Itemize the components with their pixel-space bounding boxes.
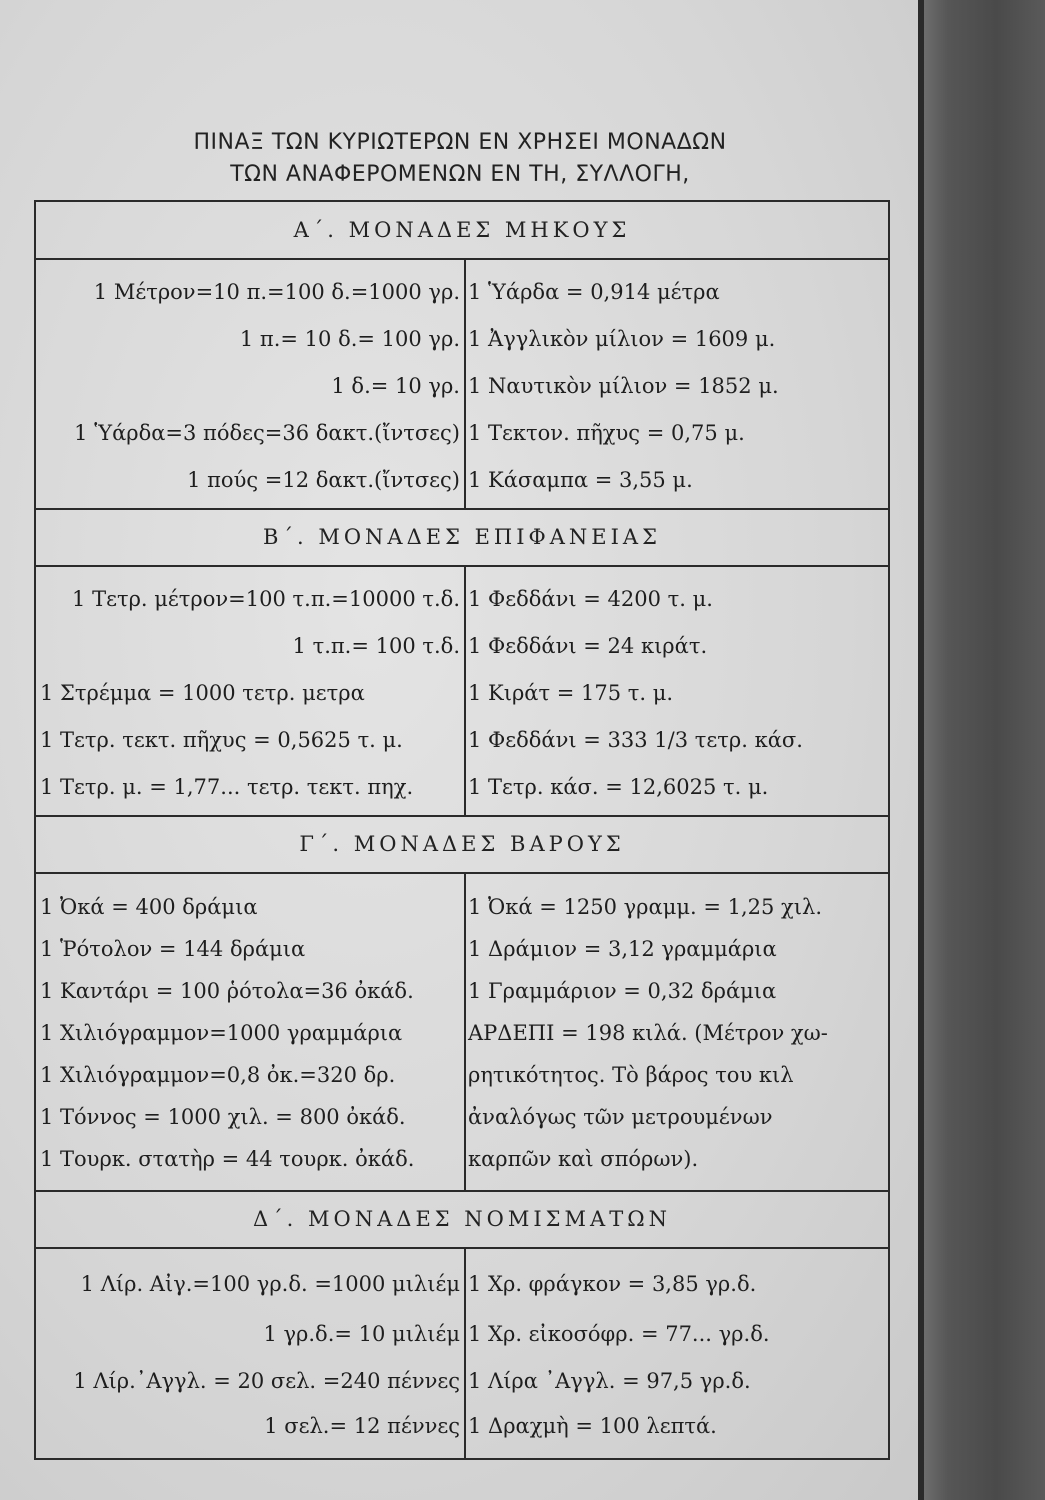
table-cell: 1 Τετρ. μ. = 1,77... τετρ. τεκτ. πηχ. xyxy=(40,775,414,799)
table-cell: 1 Ὀκά = 400 δράμια xyxy=(40,895,258,919)
table-cell: ΑΡΔΕΠΙ = 198 κιλά. (Μέτρον χω- xyxy=(468,1021,828,1045)
table-cell: 1 Χιλιόγραμμον=0,8 ὀκ.=320 δρ. xyxy=(40,1063,396,1087)
table-cell: 1 Κάσαμπα = 3,55 μ. xyxy=(468,468,693,492)
column-divider xyxy=(464,872,466,1190)
section-heading-area: Β΄. ΜΟΝΑΔΕΣ ΕΠΙΦΑΝΕΙΑΣ xyxy=(263,525,661,549)
column-divider xyxy=(464,1247,466,1458)
table-cell: 1 π.= 10 δ.= 100 γρ. xyxy=(239,327,460,351)
table-cell: 1 Λίρα ᾿Αγγλ. = 97,5 γρ.δ. xyxy=(468,1369,751,1393)
divider xyxy=(36,565,888,567)
page-title-line-2: ΤΩΝ ΑΝΑΦΕΡΟΜΕΝΩΝ ΕΝ ΤΗ, ΣΥΛΛΟΓΗ, xyxy=(230,162,690,187)
divider xyxy=(36,1190,888,1192)
table-cell: 1 Δραχμὴ = 100 λεπτά. xyxy=(468,1414,717,1438)
table-cell: 1 Χρ. φράγκον = 3,85 γρ.δ. xyxy=(468,1272,757,1296)
table-cell: 1 σελ.= 12 πέννες xyxy=(264,1414,460,1438)
book-spine xyxy=(924,0,1045,1500)
table-cell: 1 Χρ. εἰκοσόφρ. = 77... γρ.δ. xyxy=(468,1322,770,1346)
table-cell: 1 Ἀγγλικὸν μίλιον = 1609 μ. xyxy=(468,327,776,351)
column-divider xyxy=(464,565,466,815)
table-cell: 1 Τετρ. μέτρον=100 τ.π.=10000 τ.δ. xyxy=(72,587,460,611)
table-cell: 1 γρ.δ.= 10 μιλιέμ xyxy=(263,1322,460,1346)
column-divider xyxy=(464,258,466,508)
table-cell: 1 Τεκτον. πῆχυς = 0,75 μ. xyxy=(468,421,745,445)
table-cell: 1 Φεδδάνι = 4200 τ. μ. xyxy=(468,587,713,611)
table-cell: 1 Καντάρι = 100 ῥότολα=36 ὀκάδ. xyxy=(40,979,414,1003)
table-cell: 1 Τόννος = 1000 χιλ. = 800 ὀκάδ. xyxy=(40,1105,406,1129)
divider xyxy=(36,508,888,510)
table-cell: καρπῶν καὶ σπόρων). xyxy=(468,1147,699,1171)
divider xyxy=(36,1247,888,1249)
divider xyxy=(36,815,888,817)
table-cell: ἀναλόγως τῶν μετρουμένων xyxy=(468,1105,773,1129)
section-heading-length: Α΄. ΜΟΝΑΔΕΣ ΜΗΚΟΥΣ xyxy=(293,218,631,242)
table-cell: 1 Τετρ. τεκτ. πῆχυς = 0,5625 τ. μ. xyxy=(40,728,403,752)
section-heading-weight: Γ΄. ΜΟΝΑΔΕΣ ΒΑΡΟΥΣ xyxy=(299,832,625,856)
table-cell: 1 Δράμιον = 3,12 γραμμάρια xyxy=(468,937,777,961)
divider xyxy=(36,258,888,260)
table-cell: ρητικότητος. Τὸ βάρος του κιλ xyxy=(468,1063,794,1087)
table-cell: 1 δ.= 10 γρ. xyxy=(331,374,460,398)
table-cell: 1 Γραμμάριον = 0,32 δράμια xyxy=(468,979,777,1003)
table-cell: 1 Ὑάρδα=3 πόδες=36 δακτ.(ἴντσες) xyxy=(74,421,460,445)
table-cell: 1 Τετρ. κάσ. = 12,6025 τ. μ. xyxy=(468,775,769,799)
table-cell: 1 Ὑάρδα = 0,914 μέτρα xyxy=(468,280,720,304)
table-cell: 1 Χιλιόγραμμον=1000 γραμμάρια xyxy=(40,1021,403,1045)
table-cell: 1 τ.π.= 100 τ.δ. xyxy=(292,634,460,658)
table-cell: 1 Λίρ.᾿Αγγλ. = 20 σελ. =240 πέννες xyxy=(73,1369,460,1393)
table-cell: 1 Τουρκ. στατὴρ = 44 τουρκ. ὀκάδ. xyxy=(40,1147,415,1171)
page-title-line-1: ΠΙΝΑΞ ΤΩΝ ΚΥΡΙΩΤΕΡΩΝ ΕΝ ΧΡΗΣΕΙ ΜΟΝΑΔΩΝ xyxy=(193,130,727,155)
table-cell: 1 Λίρ. Αἰγ.=100 γρ.δ. =1000 μιλιέμ xyxy=(80,1272,460,1296)
table-cell: 1 Φεδδάνι = 24 κιράτ. xyxy=(468,634,708,658)
table-cell: 1 Φεδδάνι = 333 1/3 τετρ. κάσ. xyxy=(468,728,803,752)
table-cell: 1 Ὀκά = 1250 γραμμ. = 1,25 χιλ. xyxy=(468,895,822,919)
table-cell: 1 πούς =12 δακτ.(ἴντσες) xyxy=(187,468,460,492)
divider xyxy=(36,872,888,874)
table-cell: 1 Μέτρον=10 π.=100 δ.=1000 γρ. xyxy=(93,280,460,304)
table-cell: 1 Ῥότολον = 144 δράμια xyxy=(40,937,306,961)
section-heading-currency: Δ΄. ΜΟΝΑΔΕΣ ΝΟΜΙΣΜΑΤΩΝ xyxy=(253,1207,671,1231)
table-cell: 1 Στρέμμα = 1000 τετρ. μετρα xyxy=(40,681,365,705)
table-cell: 1 Ναυτικὸν μίλιον = 1852 μ. xyxy=(468,374,779,398)
table-cell: 1 Κιράτ = 175 τ. μ. xyxy=(468,681,674,705)
